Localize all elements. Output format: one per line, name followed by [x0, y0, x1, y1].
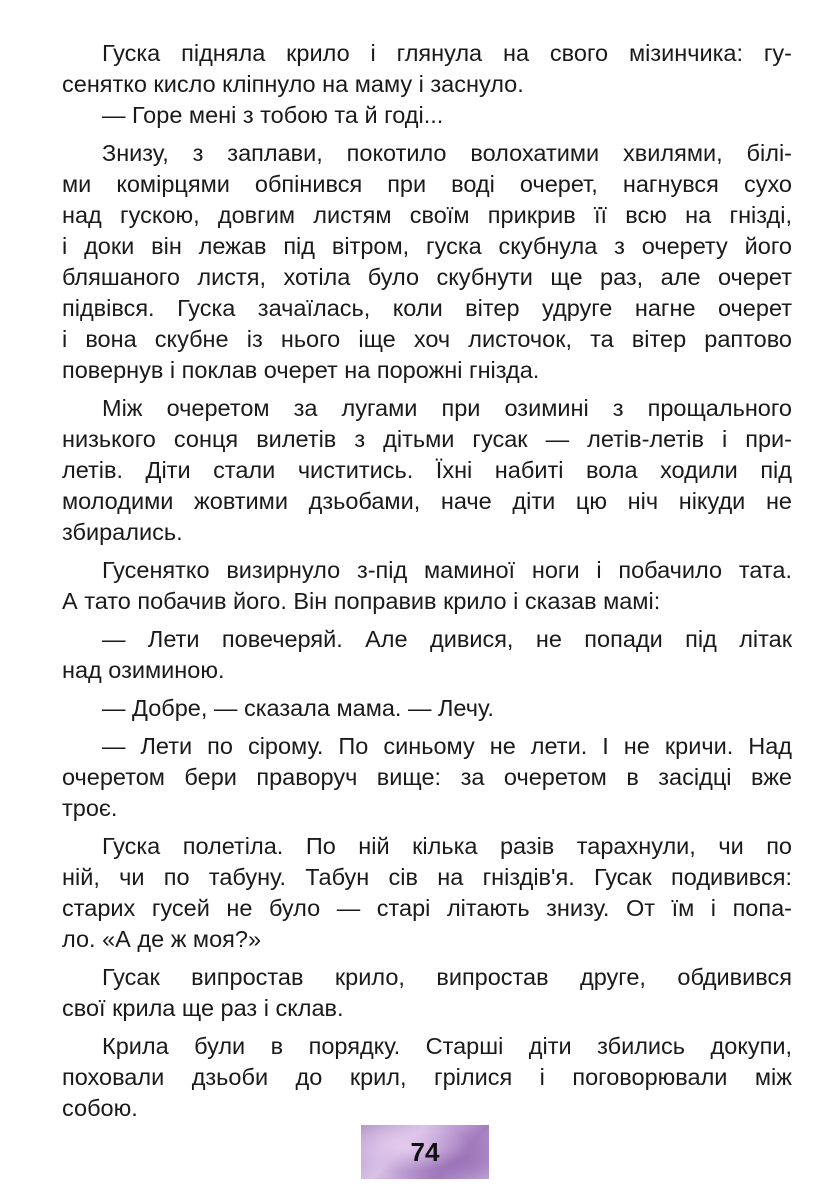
text-line: підвівся. Гуска зачаїлась, коли вітер удруге нагне очерет [62, 295, 792, 321]
text-line: сенятко кисло кліпнуло на маму і заснуло. [62, 71, 524, 97]
text-line: збирались. [62, 519, 183, 545]
text-line: Крила були в порядку. Старші діти збились докупи, [102, 1033, 792, 1059]
text-line: Гуска підняла крило і глянула на свого мізинчика: гу- [102, 40, 792, 66]
text-line: над гускою, довгим листям своїм прикрив її всю на гнізді, [62, 202, 792, 228]
text-line: — Горе мені з тобою та й годі... [102, 102, 444, 128]
text-line: Гусенятко визирнуло з-під маминої ноги і побачило тата. [102, 557, 792, 583]
text-line: А тато побачив його. Він поправив крило і сказав мамі: [62, 588, 661, 614]
text-line: і доки він лежав під вітром, гуска скубнула з очерету його [62, 233, 792, 259]
text-line: свої крила ще раз і склав. [62, 995, 344, 1021]
text-line: — Лети по сірому. По синьому не лети. І не кричи. Над [102, 733, 792, 759]
text-line: троє. [62, 795, 118, 821]
text-line: низького сонця вилетів з дітьми гусак — летів-летів і при- [62, 426, 792, 452]
text-line: молодими жовтими дзьобами, наче діти цю ніч нікуди не [62, 488, 792, 514]
text-line: Знизу, з заплави, покотило волохатими хвилями, білі- [102, 140, 792, 166]
text-line: — Лети повечеряй. Але дивися, не попади під літак [102, 626, 792, 652]
text-line: ній, чи по табуну. Табун сів на гніздів'я. Гусак подивився: [62, 864, 792, 890]
text-line: ло. «А де ж моя?» [62, 926, 262, 952]
text-line: старих гусей не було — старі літають знизу. От їм і попа- [62, 895, 792, 921]
text-line: Між очеретом за лугами при озимині з прощального [102, 395, 792, 421]
text-line: і вона скубне із нього іще хоч листочок, та вітер раптово [62, 326, 792, 352]
page-number-badge [361, 1125, 489, 1179]
text-line: ми комірцями обпінився при воді очерет, нагнувся сухо [62, 171, 792, 197]
text-line: очеретом бери праворуч вище: за очеретом в засідці вже [62, 764, 792, 790]
text-line: — Добре, — сказала мама. — Лечу. [102, 695, 494, 721]
text-line: повернув і поклав очерет на порожні гнізда. [62, 357, 540, 383]
text-line: Гусак випростав крило, випростав друге, обдивився [102, 964, 792, 990]
text-line: поховали дзьоби до крил, грілися і поговорювали між [62, 1064, 792, 1090]
text-line: собою. [62, 1095, 138, 1121]
text-line: летів. Діти стали чиститись. Їхні набиті вола ходили під [62, 457, 792, 483]
page-number: 74 [410, 1137, 440, 1167]
text-line: бляшаного листя, хотіла було скубнути ще раз, але очерет [62, 264, 792, 290]
text-line: над озиминою. [62, 657, 225, 683]
text-line: Гуска полетіла. По ній кілька разів тарахнули, чи по [102, 833, 792, 859]
